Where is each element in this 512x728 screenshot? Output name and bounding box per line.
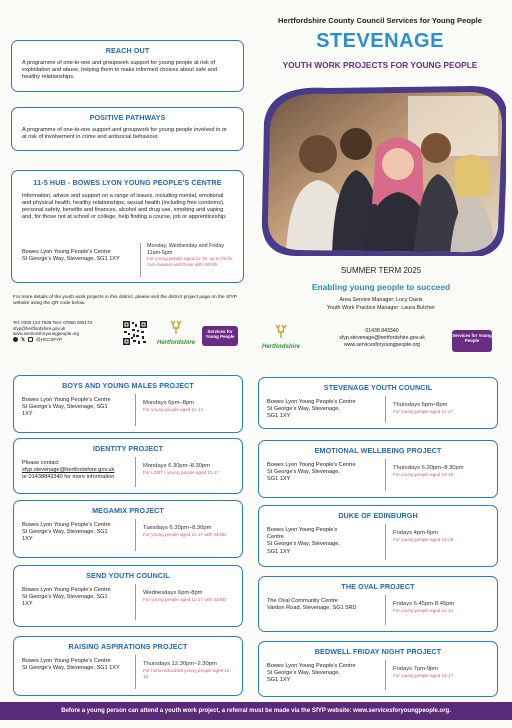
project-time: Wednesdays 6pm-8pm: [143, 590, 203, 596]
project-time: Fridays 7pm-9pm: [393, 666, 439, 672]
sfyp-logo-left: Services for Young People: [202, 326, 238, 346]
project-venue-line: Bowes Lyon Young People's Centre: [267, 399, 356, 405]
contact-left-handle: @HCCSFYP: [36, 336, 63, 342]
area-manager: Area Service Manager: Lucy Davis: [339, 297, 423, 303]
project-time: Mondays 6.30pm–8.30pm: [143, 463, 211, 469]
council-heading: Hertfordshire County Council Services for Young People: [278, 16, 482, 25]
project-venue-line: SG1 1XY: [267, 413, 291, 420]
project-venue-line: St George's Way, Stevenage, SG1: [22, 594, 108, 601]
project-title: MEGAMIX PROJECT: [92, 506, 164, 515]
project-age-note: For young people aged 11-17 with SEND: [143, 597, 227, 602]
hub-box: [11, 170, 244, 283]
project-time: Thursdays 12.30pm–2.30pm: [143, 661, 217, 667]
project-age-note: For home educated young people aged 12-16: [143, 668, 232, 679]
positive-pathways-text: A programme of one-to-one support and groupwork for young people involved in or at risk of involvement in crime and antisocial behaviour.: [22, 127, 227, 140]
project-time: Fridays 4pm-6pm: [393, 530, 439, 536]
project-venue-line: Bowes Lyon Young People's Centre: [267, 462, 356, 468]
project-venue-line: St George's Way, Stevenage,: [267, 469, 340, 476]
project-venue-line: St George's Way, Stevenage, SG1: [22, 529, 108, 536]
project-venue-line: Please contact: [22, 460, 59, 466]
project-title: STEVENAGE YOUTH COUNCIL: [323, 383, 433, 392]
left-project-box: [13, 375, 243, 433]
project-venue-line: Bowes Lyon Young People's: [267, 527, 338, 533]
project-age-note: For young people aged 11-17: [393, 409, 453, 414]
project-venue-line: 1XY: [22, 411, 33, 418]
project-venue-line: St George's Way, Stevenage,: [267, 406, 340, 413]
project-time: Thursdays 6pm–8pm: [393, 402, 448, 408]
hub-time: Monday, Wednesday and Friday 11am-5pm: [147, 243, 225, 256]
contact-right-phone: 01438 843340: [365, 328, 399, 334]
project-time: Tuesdays 6.30pm–8.30pm: [143, 525, 212, 531]
term-tagline: Enabling young people to succeed: [311, 282, 451, 292]
hart-icon: [273, 323, 289, 339]
right-project-box: [258, 505, 498, 567]
project-venue-line: or 01438843340 for more information: [22, 474, 115, 481]
project-title: RAISING ASPIRATIONS PROJECT: [68, 642, 188, 651]
instagram-icon[interactable]: [28, 337, 33, 342]
project-venue-line: Bowes Lyon Young People's Centre: [22, 522, 111, 528]
project-venue-line: St George's Way, Stevenage, SG1: [22, 404, 108, 411]
project-title: IDENTITY PROJECT: [92, 444, 164, 453]
practice-manager: Youth Work Practice Manager: Laura Butcher: [326, 305, 436, 311]
hart-icon: [168, 319, 184, 335]
contact-right: [322, 328, 442, 349]
project-age-note: For young people aged 11-17 with SEND: [143, 532, 227, 537]
project-venue-line: 1XY: [22, 536, 33, 543]
project-venue-line: Bowes Lyon Young People's Centre: [22, 658, 111, 664]
project-age-note: For young people aged 14-25: [393, 537, 454, 542]
project-title: BEDWELL FRIDAY NIGHT PROJECT: [314, 647, 442, 656]
project-venue-line: Bowes Lyon Young People's Centre: [22, 397, 111, 403]
term-title: SUMMER TERM 2025: [340, 266, 422, 275]
left-project-box: [13, 500, 243, 558]
hub-venue-line1: Bowes Lyon Young People's Centre: [22, 249, 111, 255]
contact-right-email: sfyp.stevenage@hertfordshire.gov.uk: [339, 335, 425, 341]
project-time: Thursdays 6.30pm–8.30pm: [393, 465, 464, 471]
project-age-note: For LGBT+ young people aged 11-17: [143, 470, 219, 475]
project-venue-line: St George's Way, Stevenage,: [267, 670, 340, 677]
project-venue-line: Centre: [267, 534, 284, 541]
project-venue-line: The Oval Community Centre: [267, 598, 338, 604]
project-age-note: For young people aged 11-14: [393, 608, 453, 613]
project-time: Mondays 6pm–8pm: [143, 400, 194, 406]
left-project-box: [13, 636, 243, 696]
project-venue-line: 1XY: [22, 601, 33, 608]
project-title: SEND YOUTH COUNCIL: [86, 571, 170, 580]
reach-out-title: REACH OUT: [105, 46, 150, 55]
contact-left-web: www.servicesforyoungpeople.org: [13, 331, 80, 337]
project-venue-line: Vardon Road, Stevenage, SG1 5RD: [267, 605, 357, 612]
reach-out-text: A programme of one-to-one and groupwork support for young people at risk of exploitation and abuse, helping them to make informed choices about safe and healthy relationships.: [22, 60, 217, 80]
project-age-note: For young people aged 14-17: [393, 673, 454, 678]
project-age-note: For young people aged 12-15: [393, 472, 454, 477]
hertfordshire-logo-left: Hertfordshire: [152, 319, 200, 346]
contact-right-web: www.servicesforyoungpeople.org: [343, 342, 421, 348]
contact-left-email: sfyp@hertfordshire.gov.uk: [13, 325, 66, 331]
project-title: BOYS AND YOUNG MALES PROJECT: [62, 381, 194, 390]
hub-text: Information, advice and support on a range of issues, including mental, emotional and physical health, healthy relationships, sexual health (including free condoms), personal safety, benefits and finances, alcohol and drug use, smoking and vaping and, for those not at school or college, help finding a course, job or apprenticeship.: [22, 193, 227, 220]
project-venue-line: SG1 1XY: [267, 476, 291, 483]
project-venue-line[interactable]: sfyp.stevenage@hertfordshire.gov.uk: [22, 467, 115, 474]
right-project-box: [258, 641, 498, 697]
right-project-box: [258, 576, 498, 632]
contact-left: [13, 320, 123, 343]
contact-left-phone: Tel: 0300 123 7538 Text: 07860 065173: [13, 320, 92, 325]
project-age-note: For young people aged 11-14: [143, 407, 203, 412]
left-project-box: [13, 565, 243, 627]
project-venue-line: St George's Way, Stevenage, SG1 1XY: [22, 665, 120, 672]
project-venue-line: SG1 1XY: [267, 677, 291, 684]
project-title: THE OVAL PROJECT: [341, 582, 415, 591]
district-info: For more details of the youth work projects in this district, please visit the district project page on the SfYP website using the QR code below.: [13, 295, 237, 306]
young-people-photo: [258, 86, 506, 256]
hub-note: For young people aged 11-19, up to 25 for care leavers and those with SEND: [147, 256, 233, 267]
sfyp-logo-right: Services for Young People: [452, 330, 492, 352]
town-title: STEVENAGE: [316, 30, 444, 52]
hertfordshire-logo-right: Hertfordshire: [256, 323, 306, 350]
left-project-box: [13, 438, 243, 494]
page-subtitle: YOUTH WORK PROJECTS FOR YOUNG PEOPLE: [282, 60, 478, 70]
right-project-box: [258, 440, 498, 498]
project-venue-line: SG1 1XY: [267, 548, 291, 555]
hub-title: 11-5 HUB - BOWES LYON YOUNG PEOPLE'S CENTRE: [33, 178, 222, 187]
project-time: Fridays 6.45pm-8.45pm: [393, 601, 455, 607]
project-venue-line: Bowes Lyon Young People's Centre: [22, 587, 111, 593]
positive-pathways-title: POSITIVE PATHWAYS: [89, 113, 166, 122]
project-title: DUKE OF EDINBURGH: [338, 511, 418, 520]
hub-venue-line2: St George's Way, Stevenage, SG1 1XY: [22, 256, 120, 263]
positive-pathways-box: [11, 107, 244, 151]
x-icon[interactable]: 𝕏: [21, 336, 26, 343]
facebook-icon[interactable]: [13, 337, 18, 342]
qr-code[interactable]: [122, 320, 148, 346]
reach-out-box: [11, 40, 244, 92]
referral-footer: Before a young person can attend a youth work project, a referral must be made via the SfYP website: www.servicesforyoungpeople.org.: [0, 702, 512, 720]
right-project-box: [258, 377, 498, 429]
project-title: EMOTIONAL WELLBEING PROJECT: [314, 446, 442, 455]
project-venue-line: St George's Way, Stevenage,: [267, 541, 340, 548]
project-venue-line: Bowes Lyon Young People's Centre: [267, 663, 356, 669]
